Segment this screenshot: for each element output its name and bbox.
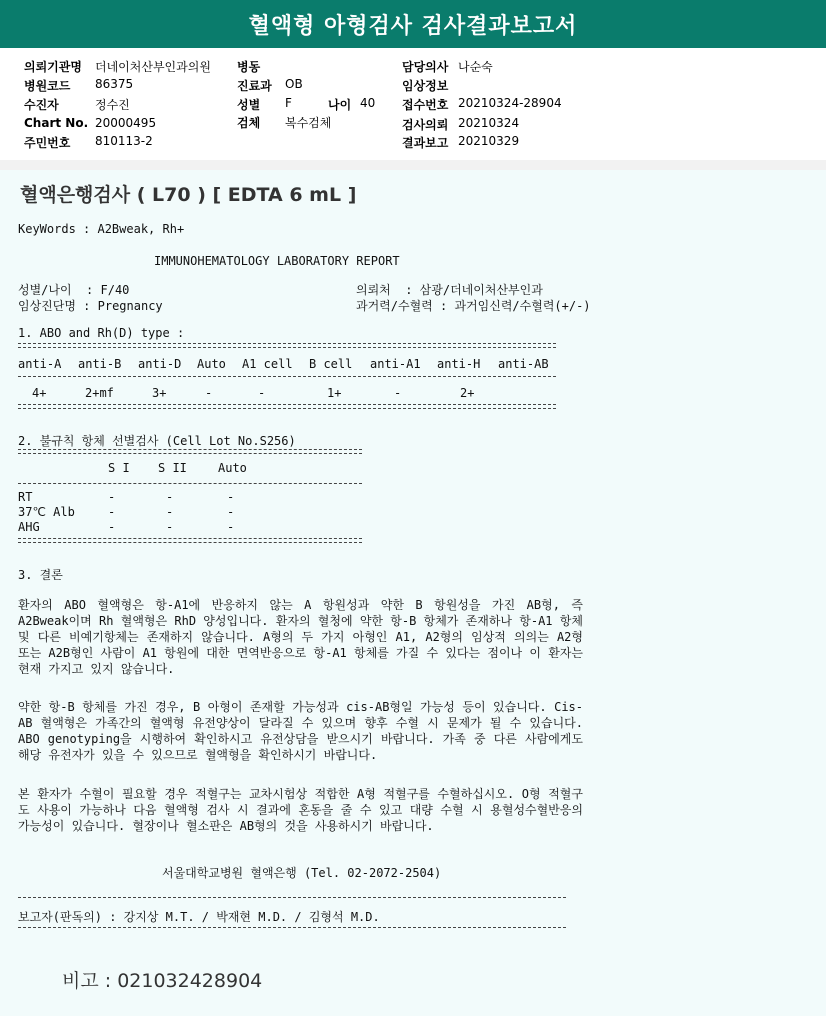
screen-cell: - — [166, 505, 174, 519]
specimen-value: 복수검체 — [285, 116, 332, 130]
sex-value: F — [285, 96, 292, 110]
report-title: 혈액형 아형검사 검사결과보고서 — [0, 0, 826, 48]
history-line: 과거력/수혈력 : 과거임신력/수혈력(+/-) — [356, 299, 591, 313]
conclusion-paragraph-2: 약한 항-B 항체를 가진 경우, B 아형이 존재할 가능성과 cis-AB형일 가능성 등이 있습니다. Cis-AB 혈액형은 가족간의 혈액형 유전양상이 달라질 수 있으며 향후 수혈 시 문제가 될 수 있습니다. ABO genotyping을 시행하여 확인하시고 유전상담을 받으시기 바랍니다. 가족 중 다른 사람에게도 해당 유전자가 있을 수 있으므로 혈액형을 확인하시기 바랍니다. — [18, 700, 583, 762]
diagnosis-line: 임상진단명 : Pregnancy — [18, 299, 163, 313]
resident-no-value: 810113-2 — [95, 134, 153, 148]
patient-header — [0, 48, 826, 160]
abo-col-auto: Auto — [197, 357, 226, 371]
screen-cell: - — [108, 520, 116, 534]
hospital-code-label: 병원코드 — [24, 79, 71, 93]
hospital-code-value: 86375 — [95, 77, 134, 91]
abo-col-a1cell: A1 cell — [242, 357, 293, 371]
department-value: OB — [285, 77, 303, 91]
chart-no-value: 20000495 — [95, 116, 157, 130]
request-date-value: 20210324 — [458, 116, 520, 130]
sex-label: 성별 — [237, 98, 261, 112]
requester-line: 의뢰처 : 삼광/더네이처산부인과 — [356, 283, 543, 297]
screen-top-rule — [18, 449, 362, 454]
patient-value: 정수진 — [95, 98, 130, 112]
resident-no-label: 주민번호 — [24, 136, 71, 150]
hospital-value: 더네이처산부인과의원 — [95, 60, 211, 74]
section-title: 혈액은행검사 ( L70 ) [ EDTA 6 mL ] — [20, 184, 357, 206]
abo-val-a1cell: - — [258, 386, 266, 400]
screen-bottom-rule — [18, 538, 362, 543]
screen-cell: - — [227, 505, 235, 519]
conclusion-paragraph-3: 본 환자가 수혈이 필요할 경우 적혈구는 교차시험상 적합한 A형 적혈구를 수혈하십시오. O형 적혈구도 사용이 가능하나 다음 혈액형 검사 시 결과에 혼동을 줄 수 있고 대량 수혈 시 용혈성수혈반응의 가능성이 있습니다. 혈장이나 혈소판은 AB형의 것을 사용하시기 바랍니다. — [18, 787, 583, 833]
abo-mid-rule — [18, 376, 556, 377]
sex-age-line: 성별/나이 : F/40 — [18, 283, 130, 297]
conclusion-heading: 3. 결론 — [18, 568, 63, 582]
receipt-no-value: 20210324-28904 — [458, 96, 562, 110]
abo-val-anti-b: 2+mf — [85, 386, 114, 400]
abo-val-anti-d: 3+ — [152, 386, 167, 400]
report-body — [0, 170, 826, 1016]
abo-col-anti-a: anti-A — [18, 357, 62, 371]
screen-row-rt: RT — [18, 490, 33, 504]
clinical-info-label: 임상정보 — [402, 79, 449, 93]
screen-row-37c: 37℃ Alb — [18, 505, 75, 519]
chart-no-label: Chart No. — [24, 116, 89, 130]
age-label: 나이 — [328, 98, 352, 112]
report-date-value: 20210329 — [458, 134, 520, 148]
department-label: 진료과 — [237, 79, 272, 93]
abo-col-bcell: B cell — [309, 357, 353, 371]
report-date-label: 결과보고 — [402, 136, 449, 150]
screen-cell: - — [166, 490, 174, 504]
abo-bottom-rule — [18, 404, 556, 409]
screen-col-auto: Auto — [218, 461, 247, 475]
abo-val-anti-a: 4+ — [32, 386, 47, 400]
age-value: 40 — [360, 96, 376, 110]
reporter-bottom-rule — [18, 927, 566, 928]
abo-val-anti-a1: - — [394, 386, 402, 400]
hospital-label: 의뢰기관명 — [24, 60, 82, 74]
abo-top-rule — [18, 343, 556, 348]
conclusion-paragraph-1: 환자의 ABO 혈액형은 항-A1에 반응하지 않는 A 항원성과 약한 B 항원성을 가진 AB형, 즉 A2Bweak이며 Rh 혈액형은 RhD 양성입니다. 환자의 혈청에 약한 항-B 항체가 존재하나 항-A1 항체 및 다른 비예기항체는 존재하지 않습니다. A형의 두 가지 아형인 A1, A2형의 임상적 의의는 A2형 또는 A2B형인 사람이 A1 항원에 대한 면역반응으로 항-A1 항체를 가질 수 있다는 점이나 이 환자는 현재 가지고 있지 않습니다. — [18, 598, 583, 676]
patient-label: 수진자 — [24, 98, 59, 112]
abo-col-anti-b: anti-B — [78, 357, 122, 371]
screen-cell: - — [227, 490, 235, 504]
screen-heading: 2. 불규칙 항체 선별검사 (Cell Lot No.S256) — [18, 434, 296, 448]
lab-report-title: IMMUNOHEMATOLOGY LABORATORY REPORT — [154, 254, 400, 268]
request-date-label: 검사의뢰 — [402, 118, 449, 132]
doctor-label: 담당의사 — [402, 60, 449, 74]
screen-cell: - — [108, 490, 116, 504]
abo-col-anti-h: anti-H — [437, 357, 481, 371]
note-line: 비고 : 021032428904 — [62, 970, 263, 992]
screen-row-ahg: AHG — [18, 520, 40, 534]
screen-col-s2: S II — [158, 461, 187, 475]
screen-mid-rule — [18, 483, 362, 484]
reporter-line: 보고자(판독의) : 강지상 M.T. / 박재현 M.D. / 김형석 M.D. — [18, 910, 380, 924]
reporter-top-rule — [18, 897, 566, 898]
screen-cell: - — [108, 505, 116, 519]
screen-cell: - — [227, 520, 235, 534]
doctor-value: 나순숙 — [458, 60, 493, 74]
keywords: KeyWords : A2Bweak, Rh+ — [18, 222, 185, 236]
abo-val-auto: - — [205, 386, 213, 400]
abo-heading: 1. ABO and Rh(D) type : — [18, 326, 185, 340]
lab-signature: 서울대학교병원 혈액은행 (Tel. 02-2072-2504) — [162, 866, 442, 880]
screen-cell: - — [166, 520, 174, 534]
abo-val-anti-h: 2+ — [460, 386, 475, 400]
screen-col-s1: S I — [108, 461, 130, 475]
abo-col-anti-a1: anti-A1 — [370, 357, 421, 371]
ward-label: 병동 — [237, 60, 261, 74]
specimen-label: 검체 — [237, 116, 261, 130]
receipt-no-label: 접수번호 — [402, 98, 449, 112]
abo-val-bcell: 1+ — [327, 386, 342, 400]
abo-col-anti-d: anti-D — [138, 357, 182, 371]
abo-col-anti-ab: anti-AB — [498, 357, 549, 371]
